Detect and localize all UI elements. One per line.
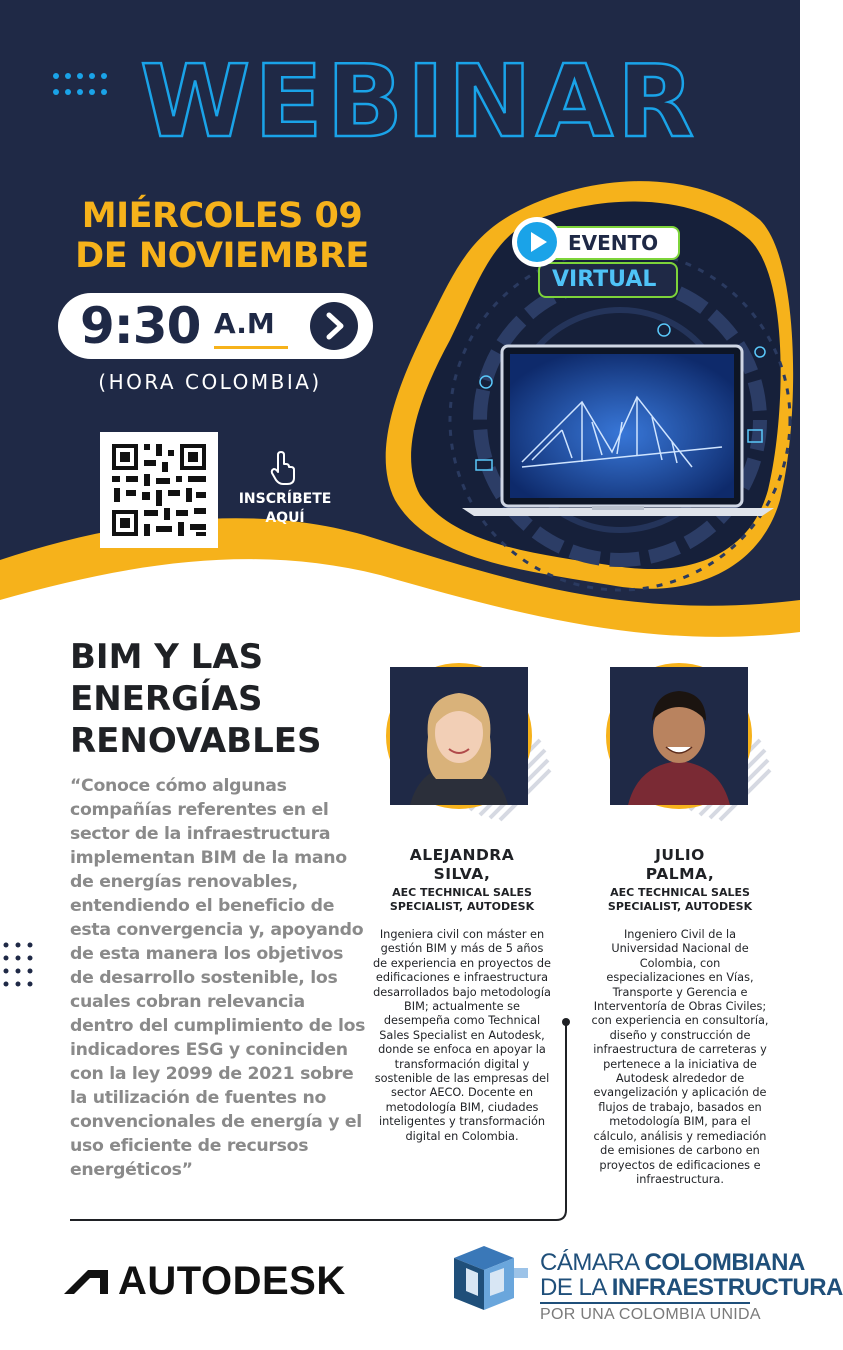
cta-line-2: AQUÍ	[265, 510, 305, 526]
arrow-button[interactable]	[310, 302, 358, 350]
event-time: 9:30	[80, 297, 201, 355]
hand-pointer-icon	[268, 450, 300, 486]
title-line-1: BIM Y LAS	[70, 637, 264, 677]
dots-grid-icon	[0, 940, 40, 990]
play-icon	[510, 215, 564, 269]
virtual-label: VIRTUAL	[552, 267, 657, 292]
evento-label: EVENTO	[568, 231, 659, 255]
qr-code-icon	[100, 432, 218, 548]
autodesk-wordmark: AUTODESK	[118, 1259, 346, 1303]
webinar-heading: WEBINAR	[140, 43, 699, 160]
cci-tagline: POR UNA COLOMBIA UNIDA	[540, 1306, 761, 1323]
time-suffix: A.M	[214, 307, 275, 340]
topic-quote: “Conoce cómo algunas compañías referentes en el sector de la infraestructura implementan BIM de la mano de energías renovables, entendiendo el beneficio de esta convergencia y, apoyando de esta manera los objetivos de desarrollo sostenible, los cuales cobran relevancia dentro del cumplimiento de los indicadores ESG y coninciden con la ley 2099 de 2021 sobre la utilización de fuentes no convencionales de energía y el uso eficiente de recursos energéticos”	[70, 776, 366, 1180]
speaker-role-line-2: SPECIALIST, AUTODESK	[607, 900, 753, 913]
cci-word-dela: DE LA	[540, 1274, 606, 1301]
cta-line-1: INSCRÍBETE	[238, 491, 332, 507]
register-cta[interactable]	[230, 490, 340, 528]
date-line-1: MIÉRCOLES 09	[81, 196, 363, 236]
speaker-role-line-2: SPECIALIST, AUTODESK	[389, 900, 535, 913]
avatar	[390, 667, 528, 805]
cci-name-line-2	[540, 1275, 843, 1301]
timezone-label: (HORA COLOMBIA)	[98, 370, 322, 394]
speaker-role-line-1: AEC TECHNICAL SALES	[610, 886, 750, 899]
speaker-photo-julio	[606, 663, 752, 809]
speaker-bio: Ingeniera civil con máster en gestión BIM y más de 5 años de experiencia en proyectos de edificaciones e infraestructura desarrollados bajo metodología BIM; actualmente se desempeña como Technical Sales Specialist en Autodesk, donde se enfoca en apoyar la transformación digital y sostenible de las empresas del sector AECO. Docente en metodología BIM, ciudades inteligentes y transformación digital en Colombia.	[373, 928, 551, 1143]
time-underline	[214, 346, 288, 349]
event-date	[62, 196, 382, 277]
avatar	[610, 667, 748, 805]
date-line-2: DE NOVIEMBRE	[75, 236, 369, 277]
cci-name-line-1	[540, 1250, 805, 1276]
laptop-bridge-illustration	[462, 342, 774, 517]
title-line-3: RENOVABLES	[70, 721, 322, 761]
title-line-2: ENERGÍAS	[70, 679, 263, 719]
speaker-photo-alejandra	[386, 663, 532, 809]
speaker-name-line-1: ALEJANDRA	[409, 846, 515, 864]
speaker-role-line-1: AEC TECHNICAL SALES	[392, 886, 532, 899]
speaker-bio: Ingeniero Civil de la Universidad Nacional de Colombia, con especializaciones en Vías, Transporte y Gerencia e Interventoría de Obras Civiles; con experiencia en consultoría, diseño y construcción de infraestructura de carreteras y pertenece a la iniciativa de Autodesk alrededor de evangelización y aplicación de flujos de trabajo, basados en metodología BIM, para el cálculo, análisis y remediación de emisiones de carbono en proyectos de edificaciones e infraestructura.	[591, 928, 769, 1186]
cci-logo-icon	[444, 1238, 534, 1318]
dots-grid-icon	[52, 72, 108, 96]
speaker-card-julio	[590, 846, 770, 1187]
chevron-right-icon	[310, 302, 358, 350]
speaker-name-line-1: JULIO	[655, 846, 705, 864]
topic-title	[70, 636, 370, 762]
cci-word-camara: CÁMARA	[540, 1249, 639, 1276]
cci-divider	[540, 1302, 750, 1304]
cci-word-infraestructura: INFRAESTRUCTURA	[611, 1274, 843, 1301]
speaker-name-line-2: SILVA,	[433, 865, 491, 883]
speaker-card-alejandra	[372, 846, 552, 1144]
qr-code[interactable]	[100, 432, 218, 548]
speaker-name-line-2: PALMA,	[645, 865, 715, 883]
cci-word-colombiana: COLOMBIANA	[644, 1249, 805, 1276]
